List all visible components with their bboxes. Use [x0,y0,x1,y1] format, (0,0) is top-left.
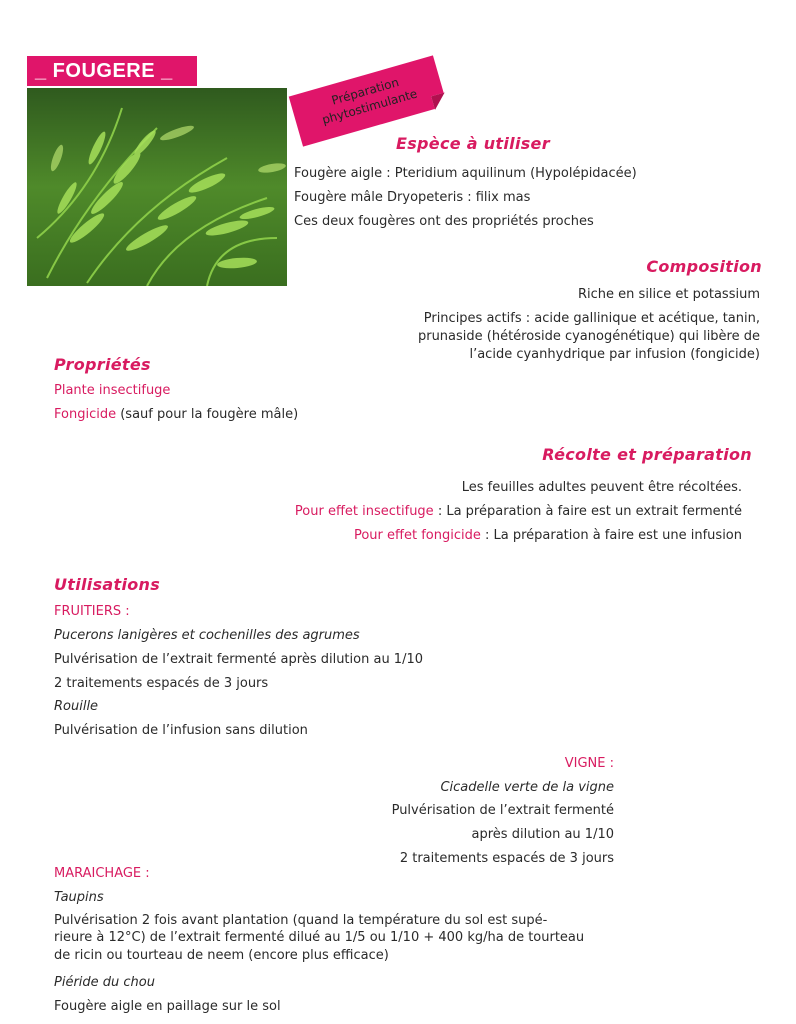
fruitiers-pest: Pucerons lanigères et cochenilles des agrumes [54,628,360,643]
recolte-fongicide-label: Pour effet fongicide [353,528,481,543]
maraichage-label: MARAICHAGE : [54,866,150,881]
section-heading-espece: Espèce à utiliser [396,134,550,153]
vigne-label: VIGNE : [564,756,614,771]
recolte-insectifuge-label: Pour effet insectifuge [294,504,434,519]
vigne-line: 2 traitements espacés de 3 jours [399,851,614,866]
fruitiers-line: 2 traitements espacés de 3 jours [54,676,269,691]
tag-corner-fold [431,93,448,110]
vigne-line: après dilution au 1/10 [471,827,614,842]
composition-line: Principes actifs : acide gallinique et acétique, tanin, [423,311,760,326]
propriete-insectifuge: Plante insectifuge [54,383,171,398]
recolte-insectifuge-text: : La préparation à faire est un extrait fermenté [433,504,742,519]
propriete-fongicide-note: (sauf pour la fougère mâle) [116,407,299,422]
recolte-fongicide [354,528,742,544]
preparation-tag-label: Préparation phytostimulante [320,75,419,128]
recolte-line: Les feuilles adultes peuvent être récoltées. [461,480,742,495]
composition-line: l’acide cyanhydrique par infusion (fongicide) [469,347,760,362]
espece-line: Ces deux fougères ont des propriétés proches [294,214,594,229]
fruitiers-pest: Rouille [54,699,99,714]
section-heading-recolte: Récolte et préparation [542,445,752,464]
fruitiers-line: Pulvérisation de l’extrait fermenté après dilution au 1/10 [54,652,424,667]
maraichage-pest: Piéride du chou [54,975,155,990]
recolte-fongicide-text: : La préparation à faire est une infusion [480,528,742,543]
section-heading-proprietes: Propriétés [54,355,151,374]
section-heading-utilisations: Utilisations [54,575,161,594]
maraichage-line: rieure à 12°C) de l’extrait fermenté dilué au 1/5 ou 1/10 + 400 kg/ha de tourteau [54,930,585,945]
section-heading-composition: Composition [646,257,762,276]
propriete-fongicide [54,407,298,423]
composition-line: Riche en silice et potassium [578,287,760,302]
composition-line: prunaside (hétéroside cyanogénétique) qui libère de [417,329,760,344]
maraichage-line: Pulvérisation 2 fois avant plantation (quand la température du sol est supé- [54,913,548,928]
preparation-tag [289,55,448,146]
vigne-line: Pulvérisation de l’extrait fermenté [391,803,614,818]
propriete-fongicide-label: Fongicide [54,407,117,422]
espece-line: Fougère aigle : Pteridium aquilinum (Hypolépidacée) [294,166,637,181]
fern-photo [27,88,287,286]
espece-line: Fougère mâle Dryopeteris : filix mas [294,190,531,205]
fruitiers-label: FRUITIERS : [54,604,130,619]
page-title-banner [27,56,197,86]
vigne-pest: Cicadelle verte de la vigne [440,780,614,795]
maraichage-line: de ricin ou tourteau de neem (encore plus efficace) [54,948,389,963]
fruitiers-line: Pulvérisation de l’infusion sans dilution [54,723,308,738]
maraichage-line: Fougère aigle en paillage sur le sol [54,999,281,1014]
maraichage-pest: Taupins [54,890,104,905]
page-title: _ FOUGERE _ [35,60,173,82]
recolte-insectifuge [295,504,742,520]
